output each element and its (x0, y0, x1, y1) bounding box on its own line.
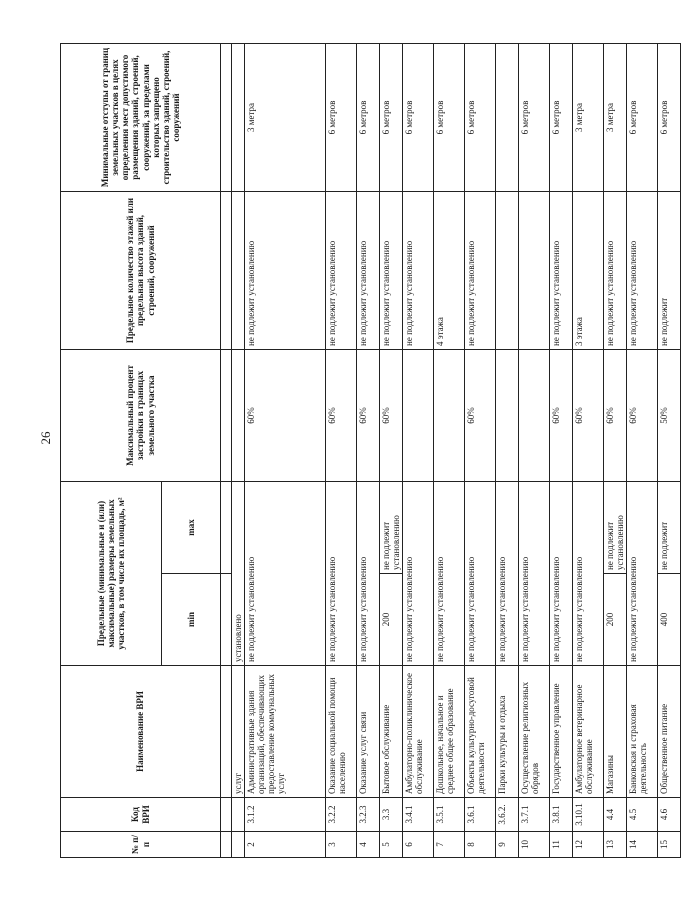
row-setbacks: 6 метров (403, 43, 434, 191)
row-name: Магазины (604, 666, 627, 798)
continuation-row (232, 43, 245, 857)
table-row (465, 43, 496, 857)
row-size: не подлежит установлению (550, 481, 573, 665)
row-floors: не подлежит установлению (550, 191, 573, 349)
row-name: Оказание услуг связи (357, 666, 380, 798)
row-density: 60% (627, 349, 658, 481)
row-code: 3.6.2. (496, 798, 519, 832)
table-row (245, 43, 326, 857)
row-number: 4 (357, 832, 380, 858)
continuation-name: услуг (232, 666, 245, 798)
rotated-page (60, 44, 670, 858)
row-floors: не подлежит установлению (357, 191, 380, 349)
spacer-row (221, 43, 232, 857)
table-row (573, 43, 604, 857)
row-density: 60% (326, 349, 357, 481)
row-max-size: не подлежит установлению (604, 481, 627, 573)
row-code: 4.4 (604, 798, 627, 832)
table-row (403, 43, 434, 857)
row-floors: 3 этажа (573, 191, 604, 349)
row-code: 3.4.1 (403, 798, 434, 832)
row-number: 12 (573, 832, 604, 858)
table-header-row (61, 43, 162, 857)
row-min-size: 200 (604, 574, 627, 666)
row-density (496, 349, 519, 481)
row-number: 11 (550, 832, 573, 858)
row-name: Общественное питание (658, 666, 681, 798)
row-floors: не подлежит установлению (380, 191, 403, 349)
row-setbacks: 6 метров (380, 43, 403, 191)
row-density: 60% (465, 349, 496, 481)
row-floors: 4 этажа (434, 191, 465, 349)
row-name: Административные здания организаций, обеспечивающих предоставление коммунальных услуг (245, 666, 326, 798)
row-setbacks: 6 метров (465, 43, 496, 191)
row-number: 13 (604, 832, 627, 858)
row-size: не подлежит установлению (357, 481, 380, 665)
row-density: 50% (658, 349, 681, 481)
row-floors (519, 191, 550, 349)
table-row (550, 43, 573, 857)
row-size: не подлежит установлению (496, 481, 519, 665)
table-row (627, 43, 658, 857)
row-floors (496, 191, 519, 349)
row-floors: не подлежит установлению (604, 191, 627, 349)
row-size: не подлежит установлению (403, 481, 434, 665)
header-setbacks: Минимальные отступы от границ земельных участков в целях определения мест допустимого размещения зданий, строений, сооружений, за пределами которых запрещено строительство зданий, строений, сооружений (61, 43, 221, 191)
row-number: 7 (434, 832, 465, 858)
row-setbacks (496, 43, 519, 191)
row-number: 8 (465, 832, 496, 858)
continuation-size: установлено (232, 481, 245, 665)
row-setbacks: 6 метров (519, 43, 550, 191)
table-row (496, 43, 519, 857)
row-code: 3.3 (380, 798, 403, 832)
header-density: Максимальный процент застройки в границах земельного участка (61, 349, 221, 481)
row-density: 60% (604, 349, 627, 481)
row-floors: не подлежит установлению (627, 191, 658, 349)
header-num: № п/п (61, 832, 221, 858)
row-min-size: 400 (658, 574, 681, 666)
row-name: Государственное управление (550, 666, 573, 798)
table-row (604, 43, 627, 857)
row-floors: не подлежит (658, 191, 681, 349)
row-size: не подлежит установлению (519, 481, 550, 665)
row-number: 10 (519, 832, 550, 858)
row-code: 3.2.3 (357, 798, 380, 832)
row-code: 3.6.1 (465, 798, 496, 832)
row-floors: не подлежит установлению (465, 191, 496, 349)
header-name: Наименование ВРИ (61, 666, 221, 798)
row-number: 5 (380, 832, 403, 858)
row-setbacks: 3 метра (604, 43, 627, 191)
row-density: 60% (380, 349, 403, 481)
table-row (380, 43, 403, 857)
row-density: 60% (550, 349, 573, 481)
row-name: Бытовое обслуживание (380, 666, 403, 798)
row-setbacks: 6 метров (357, 43, 380, 191)
header-min: min (162, 574, 221, 666)
row-code: 3.10.1 (573, 798, 604, 832)
row-size: не подлежит установлению (627, 481, 658, 665)
table-row (658, 43, 681, 857)
row-setbacks: 6 метров (658, 43, 681, 191)
row-number: 2 (245, 832, 326, 858)
row-setbacks: 6 метров (550, 43, 573, 191)
header-max: max (162, 481, 221, 573)
row-size: не подлежит установлению (434, 481, 465, 665)
header-floors: Предельное количество этажей или предельная высота зданий, строений, сооружений (61, 191, 221, 349)
row-setbacks: 6 метров (326, 43, 357, 191)
header-code: Код ВРИ (61, 798, 221, 832)
row-density: 60% (573, 349, 604, 481)
row-name: Дошкольное, начальное и среднее общее образование (434, 666, 465, 798)
row-name: Амбулаторное ветеринарное обслуживание (573, 666, 604, 798)
row-size: не подлежит установлению (245, 481, 326, 665)
row-setbacks: 3 метра (573, 43, 604, 191)
row-floors: не подлежит установлению (326, 191, 357, 349)
row-setbacks: 6 метров (434, 43, 465, 191)
row-name: Парки культуры и отдыха (496, 666, 519, 798)
row-floors: не подлежит установлению (245, 191, 326, 349)
row-code: 4.5 (627, 798, 658, 832)
row-code: 3.7.1 (519, 798, 550, 832)
row-density: 60% (357, 349, 380, 481)
row-setbacks: 3 метра (245, 43, 326, 191)
header-size: Предельные (минимальные и (или) максимальные) размеры земельных участков, в том числе их площадь, м² (61, 481, 162, 665)
row-floors: не подлежит установлению (403, 191, 434, 349)
table-row (519, 43, 550, 857)
row-density (434, 349, 465, 481)
row-code: 3.8.1 (550, 798, 573, 832)
table-row (326, 43, 357, 857)
row-name: Банковская и страховая деятельность (627, 666, 658, 798)
row-size: не подлежит установлению (465, 481, 496, 665)
row-name: Объекты культурно-досуговой деятельности (465, 666, 496, 798)
row-number: 3 (326, 832, 357, 858)
row-code: 3.5.1 (434, 798, 465, 832)
row-number: 9 (496, 832, 519, 858)
row-density (403, 349, 434, 481)
row-name: Амбулаторно-поликлиническое обслуживание (403, 666, 434, 798)
row-number: 15 (658, 832, 681, 858)
row-code: 3.2.2 (326, 798, 357, 832)
table-row (434, 43, 465, 857)
page-number: 26 (38, 431, 53, 445)
row-size: не подлежит установлению (573, 481, 604, 665)
row-number: 14 (627, 832, 658, 858)
row-max-size: не подлежит (658, 481, 681, 573)
zoning-table (60, 43, 681, 858)
row-name: Оказание социальной помощи населению (326, 666, 357, 798)
row-setbacks: 6 метров (627, 43, 658, 191)
row-density: 60% (245, 349, 326, 481)
table-row (357, 43, 380, 857)
row-name: Осуществление религиозных обрядов (519, 666, 550, 798)
row-size: не подлежит установлению (326, 481, 357, 665)
row-max-size: не подлежит установлению (380, 481, 403, 573)
row-min-size: 200 (380, 574, 403, 666)
row-number: 6 (403, 832, 434, 858)
row-density (519, 349, 550, 481)
table-body (221, 43, 681, 857)
row-code: 4.6 (658, 798, 681, 832)
row-code: 3.1.2 (245, 798, 326, 832)
